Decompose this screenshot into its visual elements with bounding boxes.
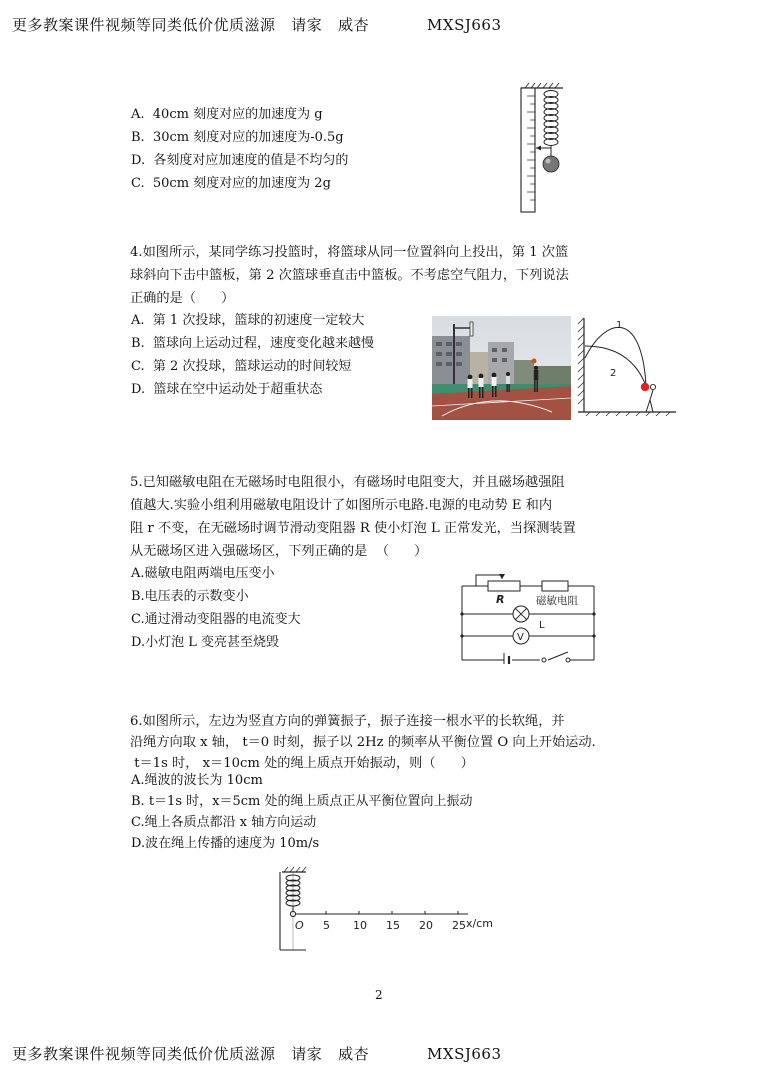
q6-stem-line-1: 6.如图所示，左边为竖直方向的弹簧振子，振子连接一根水平的长软绳，并: [130, 714, 565, 729]
q4-option-c: C. 第 2 次投球，篮球运动的时间较短: [131, 359, 352, 374]
q4-option-a: A. 第 1 次投球，篮球的初速度一定较大: [131, 313, 365, 328]
q6-stem-line-3: t＝1s 时， x＝10cm 处的绳上质点开始振动，则（ ）: [130, 756, 474, 771]
q5-stem-line-2: 值越大.实验小组利用磁敏电阻设计了如图所示电路.电源的电动势 E 和内: [130, 498, 553, 513]
footer-banner: 更多教案课件视频等同类低价优质滋源 请家 威杏 MXSJ663: [12, 1045, 502, 1063]
page-number: 2: [375, 988, 383, 1002]
q5-option-b: B.电压表的示数变小: [131, 589, 249, 604]
q5-option-c: C.通过滑动变阻器的电流变大: [131, 612, 301, 627]
q3-option-d: D. 各刻度对应加速度的值是不均匀的: [131, 153, 349, 168]
q4-stem-line-2: 球斜向下击中篮板，第 2 次篮球垂直击中篮板。不考虑空气阻力，下列说法: [130, 268, 569, 283]
q6-option-a: A.绳波的波长为 10cm: [131, 773, 263, 788]
q6-spring-rope-diagram: [270, 866, 506, 954]
q4-stem-line-3: 正确的是（ ）: [130, 291, 235, 306]
sensor-label: 磁敏电阻: [536, 595, 578, 607]
tick-25: 25: [452, 919, 466, 932]
q3-option-a: A. 40cm 刻度对应的加速度为 g: [131, 107, 323, 122]
trajectory-label-2: 2: [610, 368, 617, 379]
q5-stem-line-4: 从无磁场区进入强磁场区，下列正确的是 （ ）: [130, 544, 428, 559]
voltmeter-label: V: [517, 632, 524, 643]
trajectory-label-1: 1: [616, 320, 623, 331]
q3-spring-ruler-figure: [515, 82, 565, 216]
q3-option-c: C. 50cm 刻度对应的加速度为 2g: [131, 176, 331, 191]
q5-stem-line-3: 阻 r 不变，在无磁场时调节滑动变阻器 R 使小灯泡 L 正常发光，当探测装置: [130, 521, 576, 536]
axis-unit-label: x/cm: [466, 917, 493, 930]
header-banner: 更多教案课件视频等同类低价优质滋源 请家 威杏 MXSJ663: [12, 16, 502, 34]
q4-trajectory-diagram: [576, 316, 678, 416]
q6-option-c: C.绳上各质点都沿 x 轴方向运动: [131, 815, 317, 830]
q6-stem-line-2: 沿绳方向取 x 轴， t＝0 时刻，振子以 2Hz 的频率从平衡位置 O 向上开始运动.: [130, 735, 596, 750]
q3-option-b: B. 30cm 刻度对应的加速度为-0.5g: [131, 130, 344, 145]
q4-option-d: D. 篮球在空中运动处于超重状态: [131, 382, 323, 397]
q5-option-d: D.小灯泡 L 变亮甚至烧毁: [131, 635, 279, 650]
tick-20: 20: [419, 919, 433, 932]
q5-stem-line-1: 5.已知磁敏电阻在无磁场时电阻很小，有磁场时电阻变大，并且磁场越强阻: [130, 475, 565, 490]
origin-label: O: [295, 919, 304, 932]
tick-15: 15: [386, 919, 400, 932]
q4-stem-line-1: 4.如图所示，某同学练习投篮时，将篮球从同一位置斜向上投出，第 1 次篮: [130, 245, 569, 260]
tick-5: 5: [323, 919, 330, 932]
lamp-label: L: [539, 620, 545, 631]
q5-circuit-diagram: [456, 570, 602, 664]
q6-option-d: D.波在绳上传播的速度为 10m/s: [131, 836, 320, 851]
q5-option-a: A.磁敏电阻两端电压变小: [131, 566, 275, 581]
tick-10: 10: [353, 919, 367, 932]
basketball-court-photo: [432, 316, 571, 420]
rheostat-label: R: [496, 593, 505, 606]
q6-option-b: B. t＝1s 时，x＝5cm 处的绳上质点正从平衡位置向上振动: [131, 794, 473, 809]
q4-option-b: B. 篮球向上运动过程，速度变化越来越慢: [131, 336, 374, 351]
